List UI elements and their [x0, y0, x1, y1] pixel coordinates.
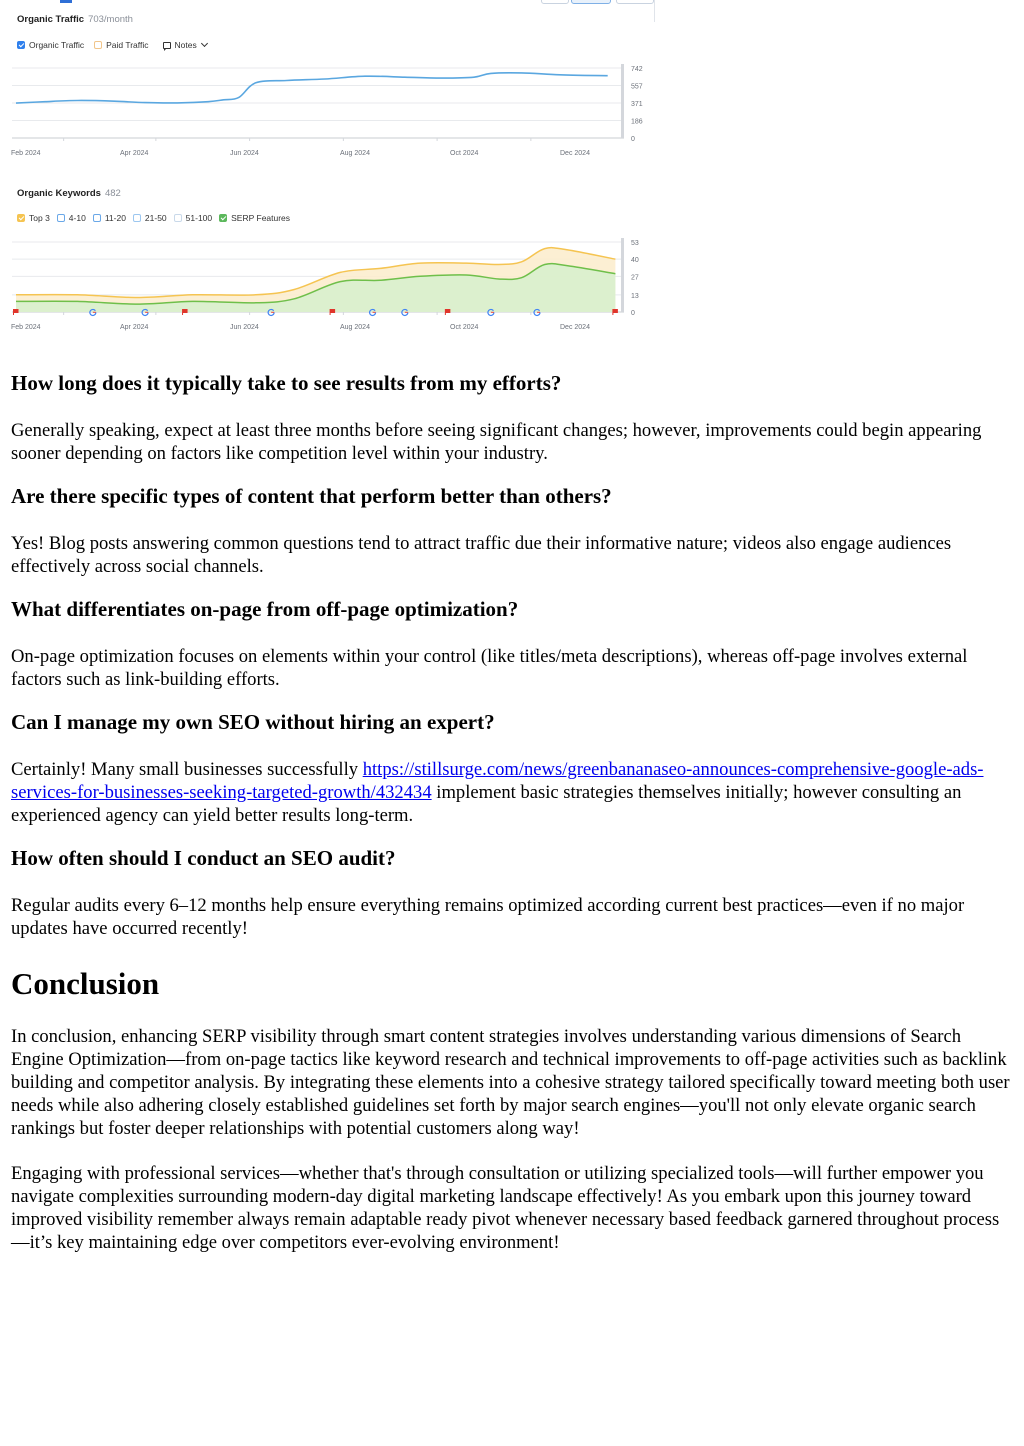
x-tick-label: Jun 2024 [230, 150, 259, 157]
x-tick-label: Aug 2024 [340, 324, 370, 331]
faq-answer-with-link [11, 758, 1015, 827]
answer-text: implement basic strategies themselves initially; however consulting an experienced agency can yield better results long-term. [11, 782, 962, 826]
checkbox-icon[interactable] [57, 214, 65, 222]
keywords-chart-title-text: Organic Keywords [17, 188, 101, 199]
checkbox-icon[interactable] [93, 214, 101, 222]
legend-item[interactable] [219, 213, 290, 223]
traffic-chart-title-text: Organic Traffic [17, 14, 85, 25]
notes-label: Notes [174, 40, 197, 50]
conclusion-heading: Conclusion [11, 966, 160, 1001]
flag-body [330, 309, 335, 313]
flag-body [14, 309, 19, 313]
faq-answer: Generally speaking, expect at least three months before seeing significant changes; however, improvements could begin appearing sooner depending on factors like competition level within your industry. [11, 420, 982, 464]
x-tick-label: Jun 2024 [230, 324, 259, 331]
notes-dropdown[interactable] [163, 40, 207, 50]
legend-label: SERP Features [231, 213, 291, 223]
article [11, 352, 1015, 1254]
toolbar-button[interactable] [616, 0, 654, 4]
red-flag-icon [14, 309, 19, 315]
legend-label: 21-50 [144, 213, 167, 223]
legend-label: Organic Traffic [29, 40, 85, 50]
x-tick-label: Oct 2024 [450, 324, 479, 331]
chevron-down-icon [201, 40, 208, 47]
notes-icon [163, 42, 171, 49]
legend-organic-traffic[interactable] [17, 40, 84, 50]
checkbox-checked-icon[interactable] [219, 214, 227, 222]
y-axis-bar [621, 64, 624, 138]
red-flag-icon [613, 309, 618, 315]
external-link[interactable]: https://stillsurge.com/news/greenbananaseo-announces-comprehensive-google-ads-services-for-businesses-seeking-targeted-growth/432434 [11, 759, 984, 803]
y-tick-label: 53 [631, 240, 639, 247]
y-tick-label: 371 [631, 101, 643, 108]
legend-paid-traffic[interactable] [94, 40, 148, 50]
keywords-chart-title [17, 188, 121, 199]
flag-body [183, 309, 188, 313]
toolbar-button[interactable] [541, 0, 569, 4]
seo-chart-widget [0, 0, 656, 340]
checkbox-checked-icon[interactable] [17, 41, 25, 49]
red-flag-icon [183, 309, 188, 315]
traffic-line-chart [0, 58, 656, 162]
answer-text: Certainly! Many small businesses successfully [11, 759, 363, 780]
faq-question: How long does it typically take to see results from my efforts? [11, 371, 562, 395]
y-tick-label: 40 [631, 257, 639, 265]
x-tick-label: Feb 2024 [11, 324, 41, 331]
x-tick-label: Aug 2024 [340, 150, 370, 157]
y-axis-bar [621, 238, 624, 312]
x-tick-label: Feb 2024 [11, 150, 41, 157]
y-tick-label: 186 [631, 118, 643, 126]
y-tick-label: 742 [631, 66, 643, 73]
legend-item[interactable] [93, 213, 126, 223]
checkbox-icon[interactable] [133, 214, 141, 222]
x-tick-label: Apr 2024 [120, 324, 149, 331]
faq-question: What differentiates on-page from off-page optimization? [11, 597, 519, 621]
faq-answer: On-page optimization focuses on elements within your control (like titles/meta descriptions), whereas off-page involves external factors such as link-building efforts. [11, 646, 968, 690]
y-tick-label: 557 [631, 83, 643, 91]
keywords-legend [17, 213, 297, 223]
series-line-organic-traffic [16, 73, 608, 103]
conclusion-paragraph: Engaging with professional services—whether that's through consultation or utilizing specialized tools—will further empower you navigate complexities surrounding modern-day digital marketing landscape effectively! As you embark upon this journey toward improved visibility remember always remain adaptable ready pivot whenever necessary based feedback garnered throughout process—it’s key maintaining edge over competitors ever-evolving environment! [11, 1163, 1000, 1253]
traffic-chart-title [17, 14, 133, 25]
divider [654, 0, 655, 22]
y-tick-label: 13 [631, 292, 639, 300]
legend-label: 4-10 [68, 213, 86, 223]
faq-question: Are there specific types of content that perform better than others? [11, 484, 612, 508]
x-tick-label: Apr 2024 [120, 150, 149, 157]
faq-answer: Regular audits every 6–12 months help ensure everything remains optimized according current best practices—even if no major updates have occurred recently! [11, 895, 965, 939]
checkbox-icon[interactable] [174, 214, 182, 222]
checkbox-icon[interactable] [94, 41, 102, 49]
red-flag-icon [445, 309, 450, 315]
flag-body [613, 309, 618, 313]
faq-answer: Yes! Blog posts answering common questions tend to attract traffic due their informative nature; videos also engage audiences effectively across social channels. [11, 533, 952, 577]
checkbox-checked-icon[interactable] [17, 214, 25, 222]
flag-body [445, 309, 450, 313]
legend-label: 11-20 [104, 213, 126, 223]
red-flag-icon [330, 309, 335, 315]
legend-item[interactable] [57, 213, 86, 223]
legend-label: Paid Traffic [106, 40, 149, 50]
y-tick-label: 27 [631, 274, 639, 282]
active-tab-indicator [60, 0, 72, 3]
keywords-area-chart [0, 232, 656, 336]
y-tick-label: 0 [631, 136, 635, 143]
legend-item[interactable] [174, 213, 212, 223]
legend-item[interactable] [133, 213, 167, 223]
x-tick-label: Dec 2024 [560, 150, 590, 157]
legend-item[interactable] [17, 213, 50, 223]
x-tick-label: Oct 2024 [450, 150, 479, 157]
y-tick-label: 0 [631, 310, 635, 317]
legend-label: 51-100 [185, 213, 213, 223]
x-tick-label: Dec 2024 [560, 324, 590, 331]
traffic-legend [17, 40, 207, 50]
toolbar-button-active[interactable] [571, 0, 611, 4]
faq-question: Can I manage my own SEO without hiring an expert? [11, 710, 495, 734]
faq-question: How often should I conduct an SEO audit? [11, 846, 396, 870]
traffic-count: 703/month [88, 14, 133, 25]
conclusion-paragraph: In conclusion, enhancing SERP visibility through smart content strategies involves understanding various dimensions of Search Engine Optimization—from on-page tactics like keyword research and technical improvements to off-page activities such as backlink building and competitor analysis. By integrating these elements into a cohesive strategy tailored specifically toward meeting both user needs while also adhering closely established guidelines set forth by major search engines—you'll not only elevate organic search rankings but foster deeper relationships with potential customers along way! [11, 1026, 1010, 1139]
keywords-count: 482 [104, 188, 121, 199]
legend-label: Top 3 [29, 213, 50, 223]
